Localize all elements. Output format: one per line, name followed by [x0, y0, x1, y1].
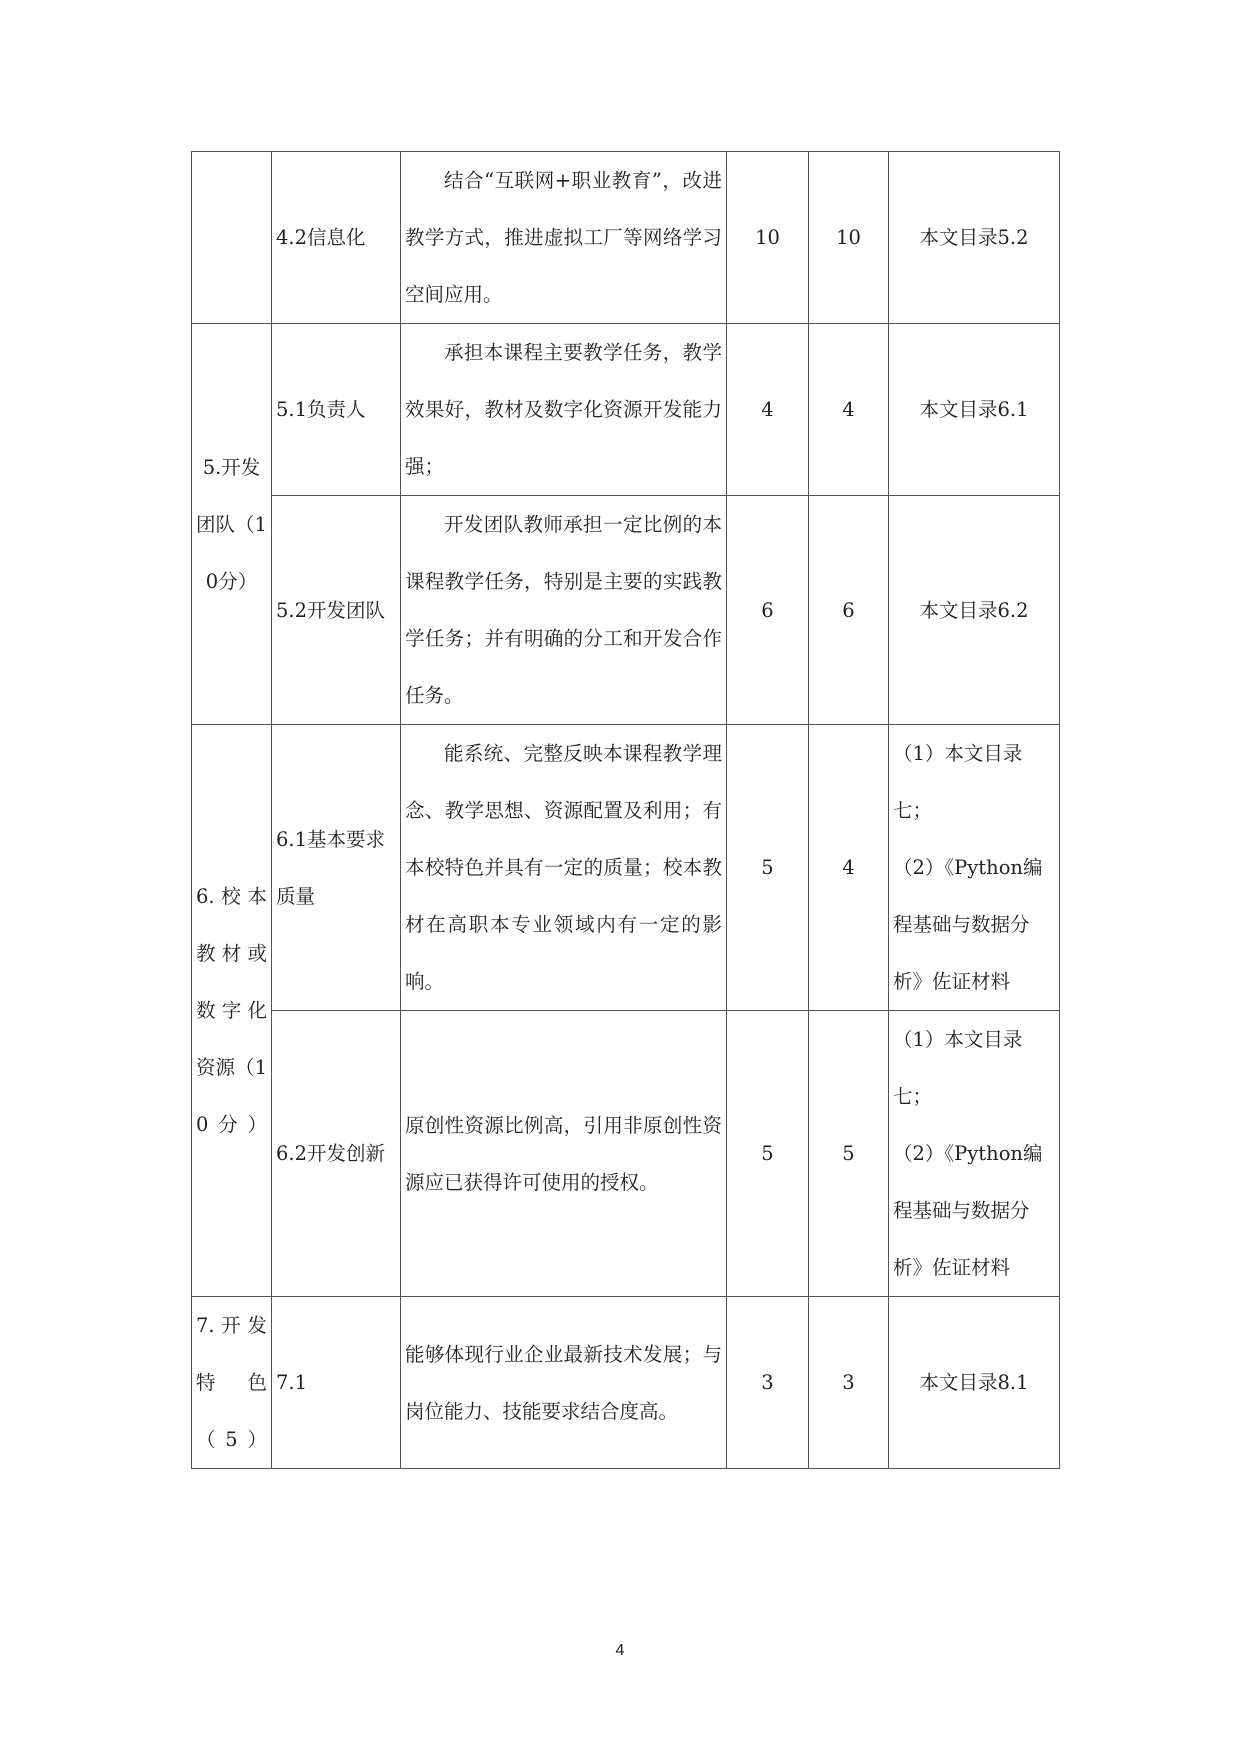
requirement-cell: 承担本课程主要教学任务，教学效果好，教材及数字化资源开发能力强； [401, 324, 727, 496]
self-score-cell: 4 [809, 324, 889, 496]
full-score-cell: 5 [727, 725, 809, 1011]
sub-item-cell: 5.1负责人 [272, 324, 401, 496]
evidence-cell: 本文目录6.2 [889, 496, 1060, 725]
full-score-cell: 6 [727, 496, 809, 725]
evidence-cell: 本文目录8.1 [889, 1297, 1060, 1469]
evidence-line: （2）《Python编程基础与数据分析》佐证材料 [893, 856, 1043, 993]
category-cell: 5.开发团队（10分） [192, 324, 272, 725]
table-row [192, 725, 1060, 1011]
sub-item-cell: 6.1基本要求质量 [272, 725, 401, 1011]
requirement-cell: 能系统、完整反映本课程教学理念、教学思想、资源配置及利用；有本校特色并具有一定的质量；校本教材在高职本专业领域内有一定的影响。 [401, 725, 727, 1011]
self-score-cell: 10 [809, 152, 889, 324]
page-number: 4 [615, 1642, 625, 1659]
sub-item-cell: 4.2信息化 [272, 152, 401, 324]
full-score-cell: 3 [727, 1297, 809, 1469]
sub-item-cell: 5.2开发团队 [272, 496, 401, 725]
evidence-line: （1）本文目录七； [893, 1028, 1023, 1108]
sub-item-cell: 7.1 [272, 1297, 401, 1469]
full-score-cell: 5 [727, 1011, 809, 1297]
evidence-cell [889, 725, 1060, 1011]
requirement-cell: 开发团队教师承担一定比例的本课程教学任务，特别是主要的实践教学任务；并有明确的分工和开发合作任务。 [401, 496, 727, 725]
self-score-cell: 6 [809, 496, 889, 725]
full-score-cell: 10 [727, 152, 809, 324]
requirement-cell: 原创性资源比例高，引用非原创性资源应已获得许可使用的授权。 [401, 1011, 727, 1297]
self-score-cell: 5 [809, 1011, 889, 1297]
category-cell [192, 152, 272, 324]
table-row [192, 1011, 1060, 1297]
category-cell: 7.开发特色（5） [192, 1297, 272, 1469]
evidence-line: （1）本文目录七； [893, 742, 1023, 822]
requirement-cell: 能够体现行业企业最新技术发展；与岗位能力、技能要求结合度高。 [401, 1297, 727, 1469]
self-score-cell: 4 [809, 725, 889, 1011]
table-row [192, 152, 1060, 324]
self-score-cell: 3 [809, 1297, 889, 1469]
sub-item-cell: 6.2开发创新 [272, 1011, 401, 1297]
table-row [192, 1297, 1060, 1469]
category-cell: 6.校本教材或数字化资源（10分） [192, 725, 272, 1297]
table-row [192, 324, 1060, 496]
evidence-cell: 本文目录5.2 [889, 152, 1060, 324]
evidence-cell [889, 1011, 1060, 1297]
full-score-cell: 4 [727, 324, 809, 496]
evidence-line: （2）《Python编程基础与数据分析》佐证材料 [893, 1142, 1043, 1279]
evidence-cell: 本文目录6.1 [889, 324, 1060, 496]
evaluation-table [191, 151, 1060, 1469]
table-row [192, 496, 1060, 725]
requirement-cell: 结合“互联网+职业教育”，改进教学方式，推进虚拟工厂等网络学习空间应用。 [401, 152, 727, 324]
